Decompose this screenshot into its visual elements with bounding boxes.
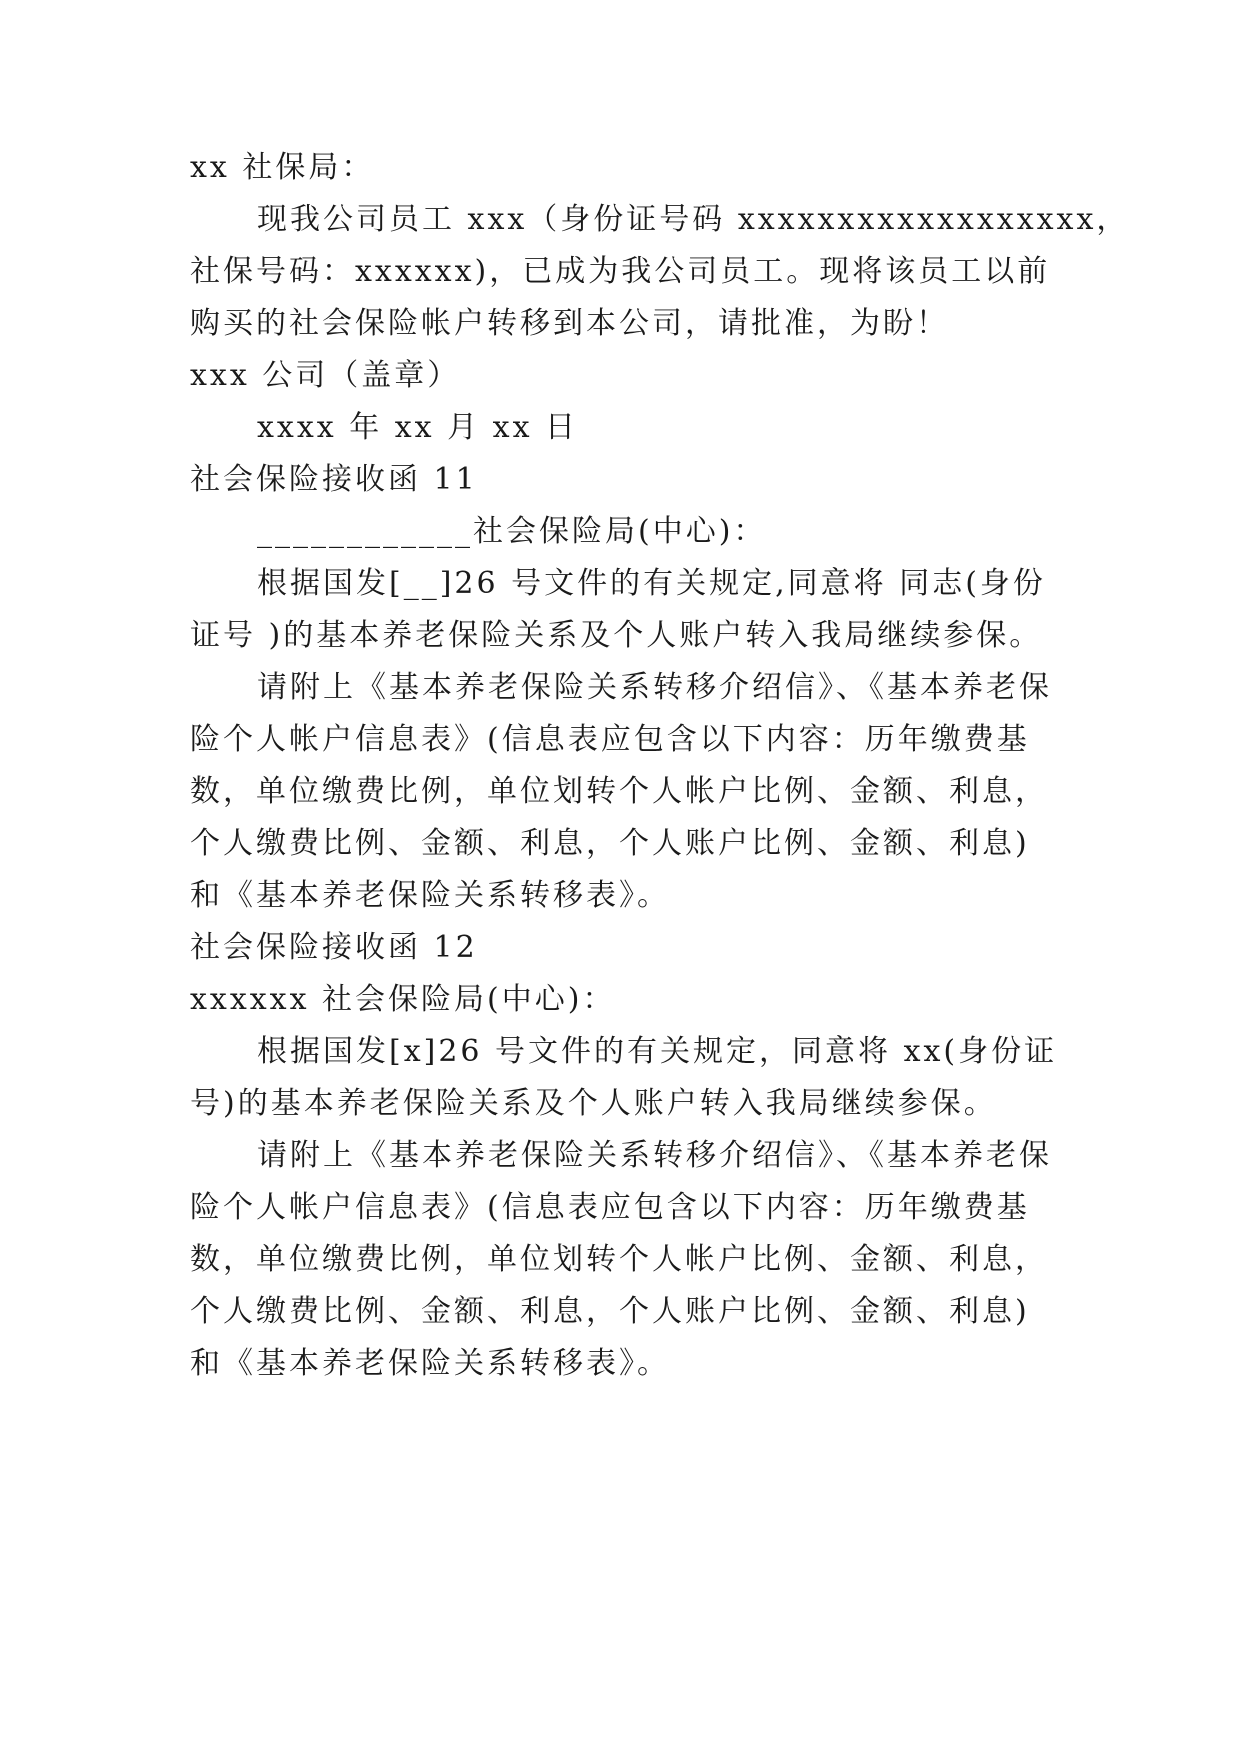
letter2-para2-line: 数，单位缴费比例，单位划转个人帐户比例、金额、利息， xyxy=(190,774,1048,809)
letter1-date: xxxx 年 xx 月 xx 日 xyxy=(257,410,579,445)
letter2-para2-line: 请附上《基本养老保险关系转移介绍信》、《基本养老保 xyxy=(257,670,1052,705)
letter3-para2-line: 险个人帐户信息表》(信息表应包含以下内容：历年缴费基 xyxy=(190,1190,1030,1225)
letter3-para2-line: 和《基本养老保险关系转移表》。 xyxy=(190,1346,670,1381)
letter2-para2-line: 和《基本养老保险关系转移表》。 xyxy=(190,878,670,913)
letter2-para1-line: 根据国发[__]26 号文件的有关规定,同意将 同志(身份 xyxy=(257,566,1046,601)
letter1-body-line: 购买的社会保险帐户转移到本公司，请批准，为盼！ xyxy=(190,306,949,341)
letter2-para1-line: 证号 )的基本养老保险关系及个人账户转入我局继续参保。 xyxy=(190,618,1043,653)
letter2-heading: 社会保险接收函 11 xyxy=(190,462,478,497)
letter1-body-line: 现我公司员工 xxx（身份证号码 xxxxxxxxxxxxxxxxxx， xyxy=(257,202,1130,237)
letter3-heading: 社会保险接收函 12 xyxy=(190,930,478,965)
letter3-para2-line: 数，单位缴费比例，单位划转个人帐户比例、金额、利息， xyxy=(190,1242,1048,1277)
letter1-signature: xxx 公司（盖章） xyxy=(190,358,461,393)
letter3-para2-line: 请附上《基本养老保险关系转移介绍信》、《基本养老保 xyxy=(257,1138,1052,1173)
letter3-para1-line: 号)的基本养老保险关系及个人账户转入我局继续参保。 xyxy=(190,1086,997,1121)
letter3-para2-line: 个人缴费比例、金额、利息，个人账户比例、金额、利息) xyxy=(190,1294,1030,1329)
letter2-para2-line: 个人缴费比例、金额、利息，个人账户比例、金额、利息) xyxy=(190,826,1030,861)
letter3-addressee: xxxxxx 社会保险局(中心)： xyxy=(190,982,616,1017)
letter2-para2-line: 险个人帐户信息表》(信息表应包含以下内容：历年缴费基 xyxy=(190,722,1030,757)
letter3-para1-line: 根据国发[x]26 号文件的有关规定，同意将 xx(身份证 xyxy=(257,1034,1058,1069)
letter1-body-line: 社保号码：xxxxxx)，已成为我公司员工。现将该员工以前 xyxy=(190,254,1051,289)
letter2-addressee: ____________社会保险局(中心)： xyxy=(257,514,767,549)
letter1-salutation: xx 社保局： xyxy=(190,150,375,185)
